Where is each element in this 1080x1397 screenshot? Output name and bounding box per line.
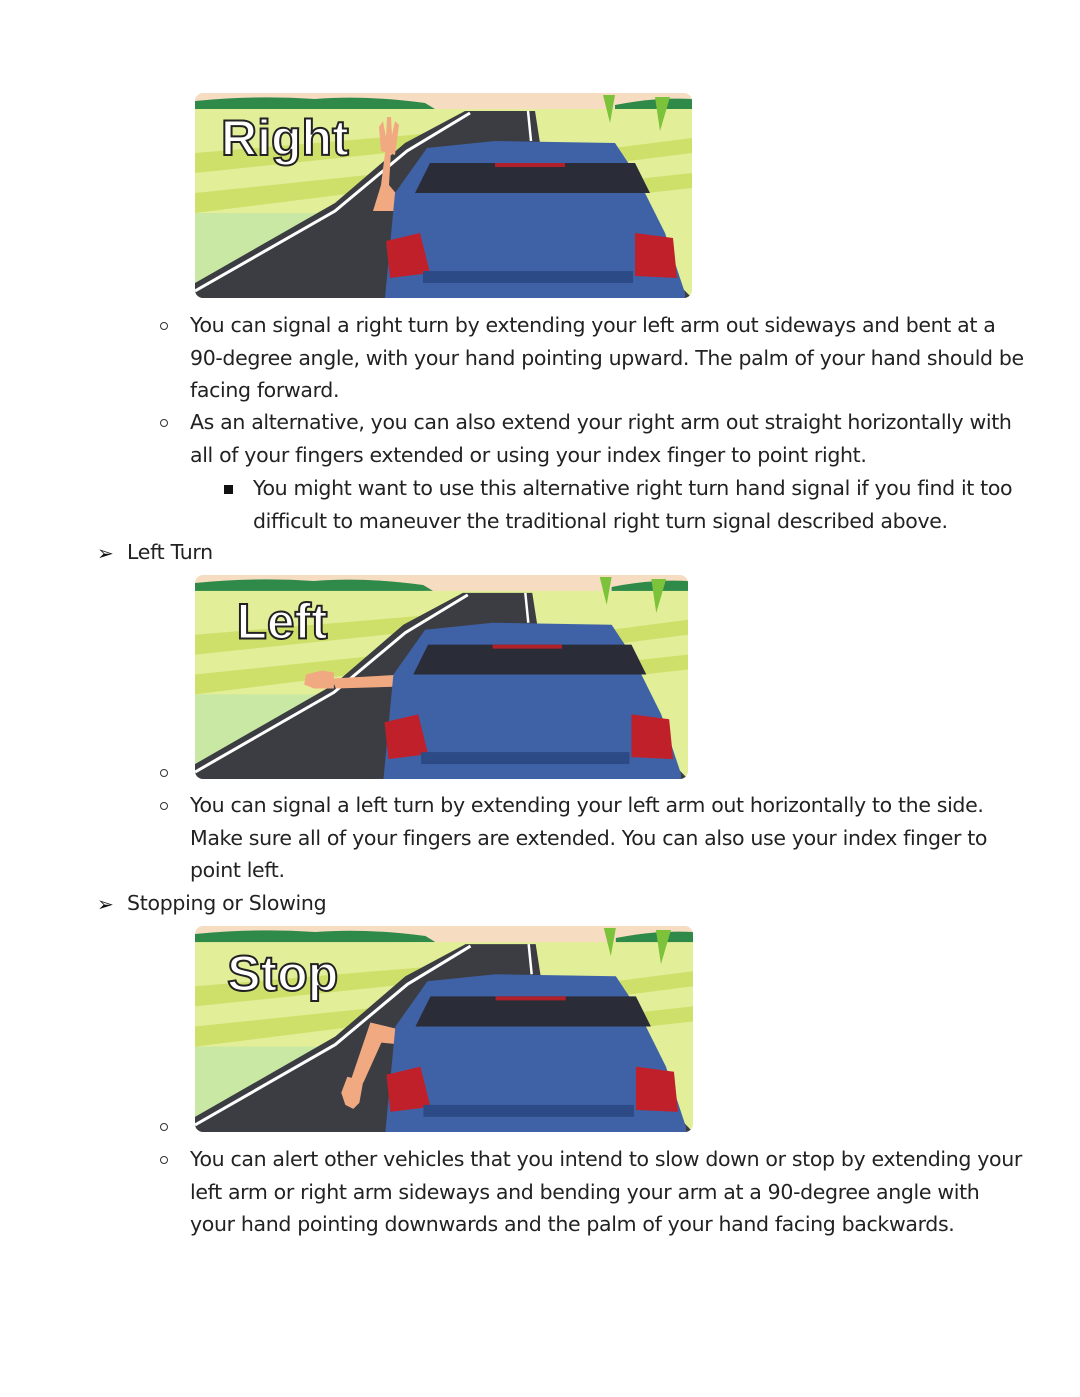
text-line: As an alternative, you can also extend your right arm out straight horizontally with xyxy=(190,410,1012,434)
bullet-circle-icon xyxy=(160,1156,168,1164)
right-turn-image xyxy=(195,93,692,298)
text-line: Make sure all of your fingers are extended. You can also use your index finger to xyxy=(190,825,988,850)
illustration-label: Right xyxy=(221,110,349,166)
bullet-circle-icon xyxy=(160,1123,168,1131)
text-line: 90-degree angle, with your hand pointing upward. The palm of your hand should be xyxy=(190,345,1024,370)
illustration-label: Stop xyxy=(227,945,339,1002)
bullet-square-icon xyxy=(224,485,233,494)
arrow-bullet-icon: ➢ xyxy=(97,892,114,916)
stopping-paragraph xyxy=(190,1143,1022,1241)
rear-window xyxy=(415,163,650,193)
right-turn-paragraph-2 xyxy=(190,406,1012,471)
text-line: your hand pointing downwards and the palm of your hand facing backwards. xyxy=(190,1212,955,1236)
text-line: You can signal a left turn by extending your left arm out horizontally to the side. xyxy=(190,793,984,817)
stop-image xyxy=(195,926,693,1132)
text-line: facing forward. xyxy=(190,378,340,402)
text-line: You can signal a right turn by extending your left arm out sideways and bent at a xyxy=(190,313,996,337)
arrow-bullet-icon: ➢ xyxy=(97,541,114,565)
left-turn-illustration xyxy=(195,575,688,779)
bullet-circle-icon xyxy=(160,322,168,330)
right-turn-illustration xyxy=(195,93,692,298)
bullet-circle-icon xyxy=(160,802,168,810)
bullet-circle-icon xyxy=(160,769,168,777)
heading-left-turn: Left Turn xyxy=(127,540,213,564)
text-line: You can alert other vehicles that you intend to slow down or stop by extending your xyxy=(190,1147,1022,1171)
right-turn-subnote xyxy=(253,472,1012,537)
heading-stopping: Stopping or Slowing xyxy=(127,891,327,915)
text-line: all of your fingers extended or using your index finger to point right. xyxy=(190,442,867,467)
taillight-right xyxy=(635,233,677,278)
illustration-label: Left xyxy=(236,593,328,650)
stop-illustration xyxy=(195,926,693,1132)
text-line: difficult to maneuver the traditional right turn signal described above. xyxy=(253,508,948,533)
bullet-circle-icon xyxy=(160,419,168,427)
text-line: You might want to use this alternative right turn hand signal if you find it too xyxy=(253,476,1013,500)
right-turn-paragraph-1 xyxy=(190,309,1024,407)
text-line: left arm or right arm sideways and bending your arm at a 90-degree angle with xyxy=(190,1179,980,1204)
left-turn-paragraph xyxy=(190,789,987,887)
text-line: point left. xyxy=(190,858,285,882)
left-turn-image xyxy=(195,575,688,779)
